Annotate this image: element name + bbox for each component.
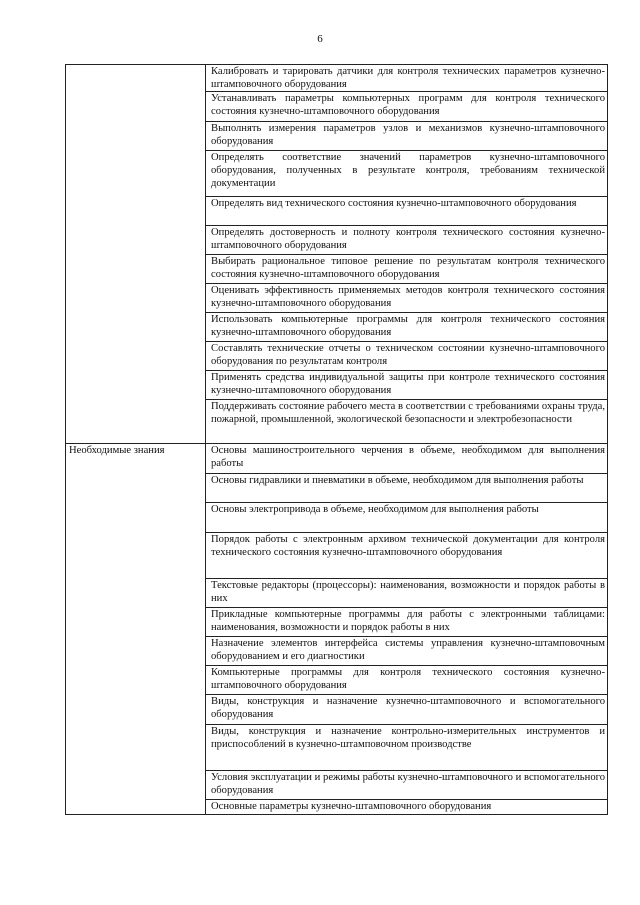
knowledge-item: Основы гидравлики и пневматики в объеме, необходимом для выполнения работы	[206, 474, 608, 503]
knowledge-item: Прикладные компьютерные программы для работы с электронными таблицами: наименования, возможности и порядок работы в них	[206, 608, 608, 637]
knowledge-item: Основы машиностроительного черчения в объеме, необходимом для выполнения работы	[206, 444, 608, 474]
skill-item: Поддерживать состояние рабочего места в соответствии с требованиями охраны труда, пожарной, промышленной, экологической безопасности и электробезопасности	[206, 400, 608, 444]
skill-item: Использовать компьютерные программы для контроля технического состояния кузнечно-штамповочного оборудования	[206, 313, 608, 342]
skill-item: Устанавливать параметры компьютерных программ для контроля технического состояния кузнечно-штамповочного оборудования	[206, 92, 608, 122]
knowledge-item: Текстовые редакторы (процессоры): наименования, возможности и порядок работы в них	[206, 579, 608, 608]
skill-item: Определять вид технического состояния кузнечно-штамповочного оборудования	[206, 197, 608, 226]
table-row	[66, 65, 608, 92]
knowledge-item: Компьютерные программы для контроля технического состояния кузнечно-штамповочного оборудования	[206, 666, 608, 695]
knowledge-item: Основные параметры кузнечно-штамповочного оборудования	[206, 800, 608, 815]
skill-item: Применять средства индивидуальной защиты при контроле технического состояния кузнечно-штамповочного оборудования	[206, 371, 608, 400]
competency-table	[65, 64, 608, 815]
skill-item: Калибровать и тарировать датчики для контроля технических параметров кузнечно-штамповочного оборудования	[206, 65, 608, 92]
knowledge-item: Виды, конструкция и назначение кузнечно-штамповочного и вспомогательного оборудования	[206, 695, 608, 725]
knowledge-item: Основы электропривода в объеме, необходимом для выполнения работы	[206, 503, 608, 533]
knowledge-item: Условия эксплуатации и режимы работы кузнечно-штамповочного и вспомогательного оборудования	[206, 771, 608, 800]
skill-item: Выполнять измерения параметров узлов и механизмов кузнечно-штамповочного оборудования	[206, 122, 608, 151]
knowledge-item: Порядок работы с электронным архивом технической документации для контроля технического состояния кузнечно-штамповочного оборудования	[206, 533, 608, 579]
skill-item: Оценивать эффективность применяемых методов контроля технического состояния кузнечно-штамповочного оборудования	[206, 284, 608, 313]
knowledge-item: Виды, конструкция и назначение контрольно-измерительных инструментов и приспособлений в кузнечно-штамповочном производстве	[206, 725, 608, 771]
table-row	[66, 444, 608, 474]
section-label-knowledge: Необходимые знания	[66, 444, 206, 815]
section-label-skills	[66, 65, 206, 444]
skill-item: Определять соответствие значений параметров кузнечно-штамповочного оборудования, полученных в результате контроля, требованиям технической документации	[206, 151, 608, 197]
skill-item: Выбирать рациональное типовое решение по результатам контроля технического состояния кузнечно-штамповочного оборудования	[206, 255, 608, 284]
page-number: 6	[317, 33, 323, 45]
skill-item: Определять достоверность и полноту контроля технического состояния кузнечно-штамповочного оборудования	[206, 226, 608, 255]
knowledge-item: Назначение элементов интерфейса системы управления кузнечно-штамповочным оборудованием и его диагностики	[206, 637, 608, 666]
skill-item: Составлять технические отчеты о техническом состоянии кузнечно-штамповочного оборудования по результатам контроля	[206, 342, 608, 371]
